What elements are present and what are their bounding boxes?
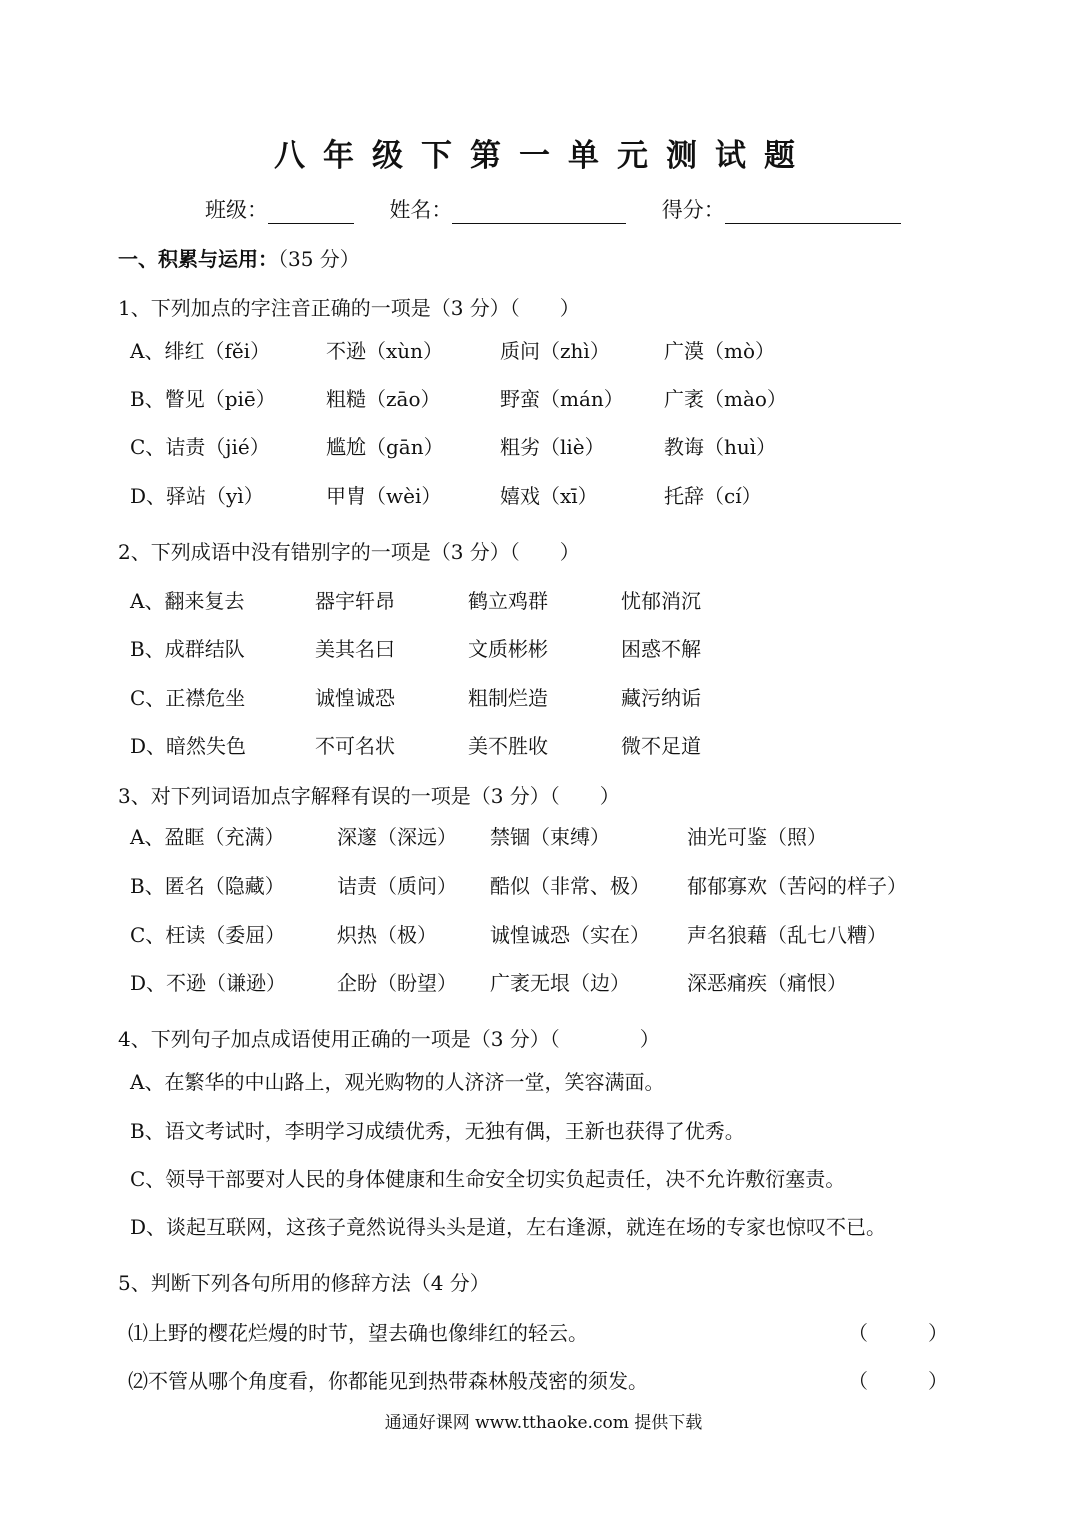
option-cell: 郁郁寡欢（苦闷的样子） [687,874,907,898]
class-blank[interactable] [268,201,354,224]
option-cell: 文质彬彬 [468,637,548,661]
option-cell: 托辞（cí） [664,484,762,508]
option-cell: A、绯红（fěi） [130,339,271,363]
option-cell: 油光可鉴（照） [687,825,827,849]
section-title: 一、积累与运用： [118,247,278,271]
option-cell: 质问（zhì） [500,339,610,363]
section-heading [118,243,360,272]
option-cell: B、成群结队 [130,637,245,661]
option-cell: 困惑不解 [621,637,701,661]
option-cell: D、暗然失色 [130,734,247,758]
answer-parenthesis[interactable]: （ ） [848,1369,948,1393]
option-cell: 广袤无垠（边） [490,971,630,995]
question-2-stem: 2、下列成语中没有错别字的一项是（3 分）（ ） [118,540,580,564]
question-4-stem: 4、下列句子加点成语使用正确的一项是（3 分）（ ） [118,1027,660,1051]
option-cell: 粗制烂造 [468,686,548,710]
option-cell: 深邃（深远） [337,825,457,849]
option-cell: 美其名曰 [315,637,395,661]
score-label: 得分： [661,198,725,222]
page-title: 八年级下第一单元测试题 [274,138,813,174]
q5-item-1: ⑴上野的樱花烂熳的时节，望去确也像绯红的轻云。 [128,1321,588,1345]
option-cell: 深恶痛疾（痛恨） [687,971,847,995]
option-cell: B、匿名（隐藏） [130,874,285,898]
option-cell: A、翻来复去 [130,589,245,613]
option-cell: B、瞥见（piē） [130,387,276,411]
option-cell: 野蛮（mán） [500,387,624,411]
option-cell: 美不胜收 [468,734,548,758]
option-cell: 尴尬（gān） [326,435,444,459]
option-cell: 企盼（盼望） [337,971,457,995]
option-cell: 微不足道 [621,734,701,758]
option-cell: D、驿站（yì） [130,484,264,508]
option-cell: 不逊（xùn） [326,339,444,363]
class-label: 班级： [205,198,268,222]
option-cell: 器宇轩昂 [315,589,395,613]
option-cell: A、盈眶（充满） [130,825,285,849]
option-cell: C、枉读（委屈） [130,923,286,947]
option-cell: 广漠（mò） [664,339,776,363]
option-cell: 酷似（非常、极） [490,874,650,898]
score-blank[interactable] [725,201,901,224]
option-cell: C、正襟危坐 [130,686,246,710]
name-blank[interactable] [452,201,626,224]
section-points: （35 分） [278,247,360,271]
option-cell: 广袤（mào） [664,387,787,411]
option-cell: 炽热（极） [337,923,437,947]
q5-item-2: ⑵不管从哪个角度看，你都能见到热带森林般茂密的须发。 [128,1369,648,1393]
option-cell: 诘责（质问） [337,874,457,898]
option-cell: 甲胄（wèi） [326,484,442,508]
question-3-stem: 3、对下列词语加点字解释有误的一项是（3 分）（ ） [118,784,620,808]
option-cell: 粗劣（liè） [500,435,605,459]
option-cell: D、不逊（谦逊） [130,971,287,995]
option-cell: 诚惶诚恐（实在） [490,923,650,947]
option-cell: C、诘责（jié） [130,435,270,459]
option-cell: 不可名状 [315,734,395,758]
name-label: 姓名： [389,198,453,222]
question-5-stem: 5、判断下列各句所用的修辞方法（4 分） [118,1271,490,1295]
option-cell: 禁锢（束缚） [490,825,610,849]
q4-option-b: B、语文考试时，李明学习成绩优秀，无独有偶，王新也获得了优秀。 [130,1119,745,1143]
option-cell: 嬉戏（xī） [500,484,598,508]
option-cell: 忧郁消沉 [621,589,701,613]
answer-parenthesis[interactable]: （ ） [848,1321,948,1345]
q4-option-d: D、谈起互联网，这孩子竟然说得头头是道，左右逢源，就连在场的专家也惊叹不已。 [130,1215,887,1239]
q4-option-a: A、在繁华的中山路上，观光购物的人济济一堂，笑容满面。 [130,1070,665,1094]
student-info-line [205,194,901,224]
question-1-stem: 1、下列加点的字注音正确的一项是（3 分）（ ） [118,296,580,320]
option-cell: 教诲（huì） [664,435,777,459]
q4-option-c: C、领导干部要对人民的身体健康和生命安全切实负起责任，决不允许敷衍塞责。 [130,1167,846,1191]
option-cell: 藏污纳诟 [621,686,701,710]
option-cell: 鹤立鸡群 [468,589,548,613]
option-cell: 声名狼藉（乱七八糟） [687,923,887,947]
option-cell: 诚惶诚恐 [315,686,395,710]
option-cell: 粗糙（zāo） [326,387,441,411]
footer-credit: 通通好课网 www.tthaoke.com 提供下载 [384,1413,703,1433]
